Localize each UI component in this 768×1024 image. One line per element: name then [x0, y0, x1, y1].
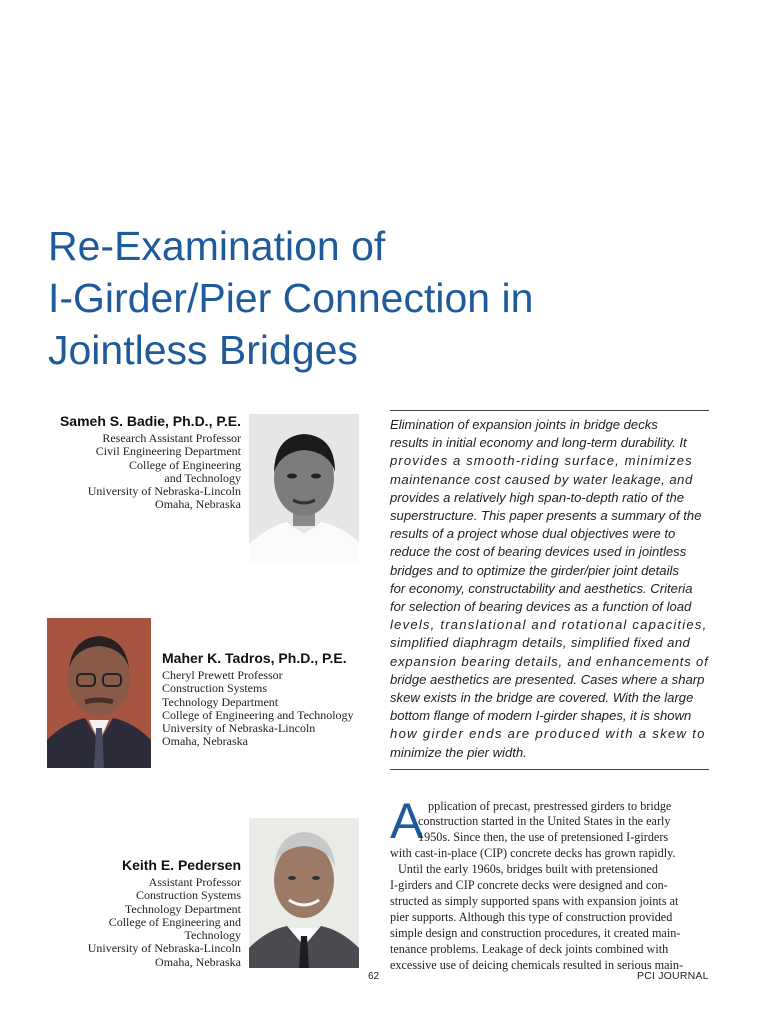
abstract-line: bridges and to optimize the girder/pier joint details	[390, 562, 679, 578]
author-name: Maher K. Tadros, Ph.D., P.E.	[162, 650, 347, 666]
abstract	[390, 416, 710, 762]
affiliation-line: College of Engineering	[129, 457, 241, 472]
body-line: structed as simply supported spans with expansion joints at	[390, 894, 679, 908]
affiliation-line: Technology	[184, 928, 241, 943]
author-pedersen	[88, 856, 241, 969]
abstract-line: minimize the pier width.	[390, 744, 527, 760]
body-line: 1950s. Since then, the use of pretensioned I-girders	[418, 830, 669, 844]
body-line: construction started in the United States in the early	[418, 814, 671, 828]
body-line: pplication of precast, prestressed girders to bridge	[428, 799, 672, 813]
abstract-line: results of a project whose dual objectives were to	[390, 526, 676, 542]
abstract-line: expansion bearing details, and enhancements of	[390, 653, 709, 669]
abstract-line: reduce the cost of bearing devices used in jointless	[390, 544, 687, 560]
affiliation-line: Construction Systems	[162, 681, 268, 696]
abstract-line: provides a smooth-riding surface, minimizes	[390, 453, 693, 469]
author-badie	[60, 412, 241, 512]
abstract-line: provides a relatively high span-to-depth ratio of the	[390, 489, 685, 505]
abstract-line: bridge aesthetics are presented. Cases where a sharp	[390, 671, 705, 687]
body-line: excessive use of deicing chemicals resulted in serious main-	[390, 958, 684, 972]
affiliation-line: University of Nebraska-Lincoln	[87, 941, 241, 956]
affiliation-line: Assistant Professor	[148, 875, 241, 889]
affiliation-line: Omaha, Nebraska	[162, 734, 248, 749]
body-line: with cast-in-place (CIP) concrete decks has grown rapidly.	[390, 846, 676, 860]
body-line: tenance problems. Leakage of deck joints combined with	[390, 942, 669, 956]
body-line: Until the early 1960s, bridges built with pretensioned	[398, 862, 658, 876]
abstract-line: simplified diaphragm details, simplified fixed and	[390, 635, 691, 651]
affiliation-line: Technology Department	[124, 901, 241, 916]
abstract-line: superstructure. This paper presents a summary of the	[390, 508, 702, 524]
title-line: Jointless Bridges	[48, 327, 358, 373]
abstract-line: bottom flange of modern I-girder shapes, it is shown	[390, 708, 692, 724]
abstract-line: results in initial economy and long-term durability. It	[390, 435, 687, 451]
affiliation-line: Omaha, Nebraska	[155, 954, 241, 969]
body-line: I-girders and CIP concrete decks were designed and con-	[390, 878, 668, 892]
affiliation-line: University of Nebraska-Lincoln	[87, 484, 241, 499]
affiliation-line: Cheryl Prewett Professor	[162, 668, 283, 682]
affiliation-line: Civil Engineering Department	[95, 444, 241, 459]
abstract-line: maintenance cost caused by water leakage, and	[390, 471, 693, 487]
abstract-line: how girder ends are produced with a skew to	[390, 726, 706, 742]
affiliation-line: College of Engineering and Technology	[162, 707, 354, 722]
title-line: Re-Examination of	[48, 223, 386, 269]
affiliation-line: Omaha, Nebraska	[155, 497, 241, 512]
author-photo-tadros	[47, 618, 151, 768]
abstract-line: skew exists in the bridge are covered. With the large	[390, 690, 694, 706]
body-line: pier supports. Although this type of construction provided	[390, 910, 673, 924]
author-name: Sameh S. Badie, Ph.D., P.E.	[59, 413, 241, 429]
journal-name: PCI JOURNAL	[637, 970, 709, 982]
abstract-bottom-rule	[390, 769, 709, 770]
author-photo-pedersen	[249, 818, 359, 968]
affiliation-line: Technology Department	[162, 694, 279, 709]
author-tadros	[162, 649, 354, 749]
author-photo-badie	[249, 414, 359, 564]
affiliation-line: University of Nebraska-Lincoln	[162, 721, 316, 736]
abstract-top-rule	[390, 410, 709, 411]
author-name: Keith E. Pedersen	[121, 857, 241, 873]
page-number: 62	[368, 971, 380, 982]
drop-cap: A	[390, 793, 424, 849]
abstract-line: for selection of bearing devices as a function of load	[390, 599, 692, 615]
affiliation-line: Research Assistant Professor	[102, 431, 241, 445]
affiliation-line: Construction Systems	[135, 888, 241, 903]
affiliation-line: and Technology	[164, 470, 241, 485]
affiliation-line: College of Engineering and	[108, 914, 241, 929]
title-line: I-Girder/Pier Connection in	[48, 275, 534, 321]
body-line: simple design and construction procedures, it created main-	[390, 926, 681, 940]
abstract-line: for economy, constructability and aesthetics. Criteria	[390, 580, 693, 596]
article-title	[48, 220, 668, 376]
abstract-line: levels, translational and rotational capacities,	[390, 617, 708, 633]
abstract-line: Elimination of expansion joints in bridge decks	[390, 417, 658, 432]
